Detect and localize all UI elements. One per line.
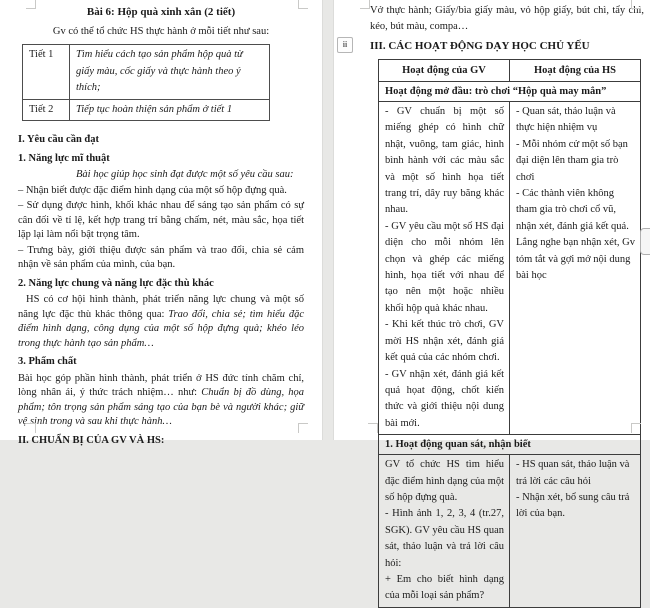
- crop-mark: [368, 423, 378, 433]
- bullet-item: – Nhận biết được đặc điểm hình dạng của một số hộp đựng quà.: [18, 184, 287, 196]
- lesson-subtitle: Gv có thể tổ chức HS thực hành ở mỗi tiết như sau:: [52, 26, 270, 37]
- materials-paragraph: Vở thực hành; Giấy/bìa giấy màu, vỏ hộp giấy, bút chì, tẩy chì, kéo, bút màu, compa…: [370, 5, 644, 32]
- hs-item: - HS quan sát, thảo luận và trả lời các câu hỏi: [516, 459, 630, 487]
- schedule-table: [22, 44, 270, 121]
- paragraph-italic: Chuẩn bị đồ dùng, họa phẩm; tôn trọng sản phẩm sáng tạo của bạn bè và người khác; giữ vệ sinh trong và sau khi thực hành…: [18, 387, 304, 427]
- subsection-heading-general-competence: 2. Năng lực chung và năng lực đặc thù khác: [18, 277, 214, 289]
- hs-item: - Nhận xét, bổ sung câu trả lời của bạn.: [516, 491, 630, 520]
- intro-line: Bài học giúp học sinh đạt được một số yêu cầu sau:: [76, 169, 294, 180]
- phase-2-gv-cell: [379, 455, 510, 608]
- activity-cell: Tìm hiểu cách tạo sản phẩm hộp quà từ giấy màu, cốc giấy và thực hành theo ý thích;: [70, 45, 270, 100]
- column-header-gv: Hoạt động của GV: [379, 60, 510, 82]
- gv-item: + Em cho biết hình dạng của mỗi loại sản phẩm?: [385, 573, 504, 602]
- subsection-heading-qualities: 3. Phẩm chất: [18, 356, 77, 367]
- paragraph-qualities: [18, 372, 304, 430]
- activity-cell: Tiếp tục hoàn thiện sản phẩm ở tiết 1: [70, 99, 270, 121]
- phase-title-row: [379, 435, 641, 455]
- section-heading-activities: III. CÁC HOẠT ĐỘNG DẠY HỌC CHỦ YẾU: [370, 40, 590, 52]
- paragraph-lead: Bài học góp phần hình thành, phát triển ở HS đức tính chăm chỉ, lòng nhân ái, ý thức trách nhiệm… như:: [18, 372, 304, 398]
- activities-heading-row: [342, 39, 650, 53]
- phase-1-hs-cell: [510, 102, 641, 435]
- gv-item: GV tổ chức HS tìm hiểu đặc điểm hình dạng của một số hộp đựng quà.: [385, 459, 504, 503]
- hs-item: - Mỗi nhóm cử một số bạn đại diện lên tham gia trò chơi: [516, 138, 628, 183]
- section-heading-preparation: II. CHUẨN BỊ CỦA GV VÀ HS:: [18, 434, 165, 446]
- period-cell: Tiết 1: [23, 45, 70, 100]
- left-page-body: [18, 133, 304, 448]
- activity-table: [378, 59, 641, 608]
- table-row: [23, 45, 270, 100]
- lesson-title: Bài 6: Hộp quà xinh xắn (2 tiết): [86, 6, 236, 18]
- gv-item: - GV yêu cầu một số HS đại diện cho mỗi nhóm lên chọn và ghép các miếng hình, họa tiết với nhau để tạo nên một hoặc nhiều khối hộp quà khác nhau.: [385, 220, 504, 314]
- table-row: [379, 455, 641, 608]
- paragraph-lead: HS có cơ hội hình thành, phát triển năng lực chung và một số năng lực đặc thù khác thông qua:: [18, 294, 304, 320]
- table-row: [379, 102, 641, 435]
- page-right[interactable]: [333, 0, 650, 602]
- table-row: [23, 99, 270, 121]
- gv-item: - GV nhận xét, đánh giá kết quả họat động, chốt kiến thức và giới thiệu nội dung bài mới.: [385, 368, 504, 429]
- bullet-item: – Sử dụng được hình, khối khác nhau để sáng tạo sản phẩm có sự cân đối về tỉ lệ, kết hợp trang trí bằng chấm, nét, màu sắc, họa tiết lặp lại làm nổi bật trọng tâm.: [18, 200, 304, 240]
- hs-item: - Quan sát, thảo luận và thực hiện nhiệm vụ: [516, 106, 616, 134]
- gv-item: - Hình ảnh 1, 2, 3, 4 (tr.27, SGK). GV yêu cầu HS quan sát, thảo luận và trả lời câu hỏi:: [385, 508, 504, 569]
- gv-item: - GV chuẩn bị một số miếng ghép có hình chữ nhật, vuông, tam giác, hình bình hành với các màu sắc và một số hình họa tiết trang trí, dây ruy băng khác nhau.: [385, 106, 504, 216]
- table-header-row: [379, 60, 641, 82]
- subsection-heading-art-competence: 1. Năng lực mĩ thuật: [18, 152, 110, 164]
- bullet-item: – Trưng bày, giới thiệu được sản phẩm và trao đổi, chia sẻ cảm nhận về sản phẩm của mình, của bạn.: [18, 244, 304, 270]
- phase-2-title: 1. Hoạt động quan sát, nhận biết: [379, 435, 641, 455]
- page-left[interactable]: [0, 0, 323, 446]
- hs-item: - Các thành viên không tham gia trò chơi cổ vũ, nhận xét, đánh giá kết quả.: [516, 188, 629, 232]
- scrollbar-thumb[interactable]: [640, 228, 650, 255]
- crop-mark: [360, 0, 370, 9]
- anchor-marker-icon[interactable]: ii: [337, 37, 353, 53]
- phase-1-gv-cell: [379, 102, 510, 435]
- phase-2-hs-cell: [510, 455, 641, 608]
- column-header-hs: Hoạt động của HS: [510, 60, 641, 82]
- hs-item: Lắng nghe bạn nhận xét, Gv tóm tắt và gợi mở nội dung bài học: [516, 237, 635, 282]
- gv-item: - Khi kết thúc trò chơi, GV mời HS nhận xét, đánh giá kết quả của các nhóm chơi.: [385, 319, 504, 364]
- section-heading-requirements: I. Yêu cầu cần đạt: [18, 134, 99, 145]
- paragraph-general-competence: [18, 293, 304, 351]
- phase-1-title: Hoạt động mở đầu: trò chơi “Hộp quà may mắn”: [379, 82, 641, 102]
- period-cell: Tiết 2: [23, 99, 70, 121]
- paragraph-italic: Trao đổi, chia sẻ; tìm hiểu đặc điểm hình dạng, công dụng của một số hộp đựng quà; khéo léo trong thực hành tạo sản phẩm…: [18, 308, 304, 349]
- phase-title-row: [379, 82, 641, 102]
